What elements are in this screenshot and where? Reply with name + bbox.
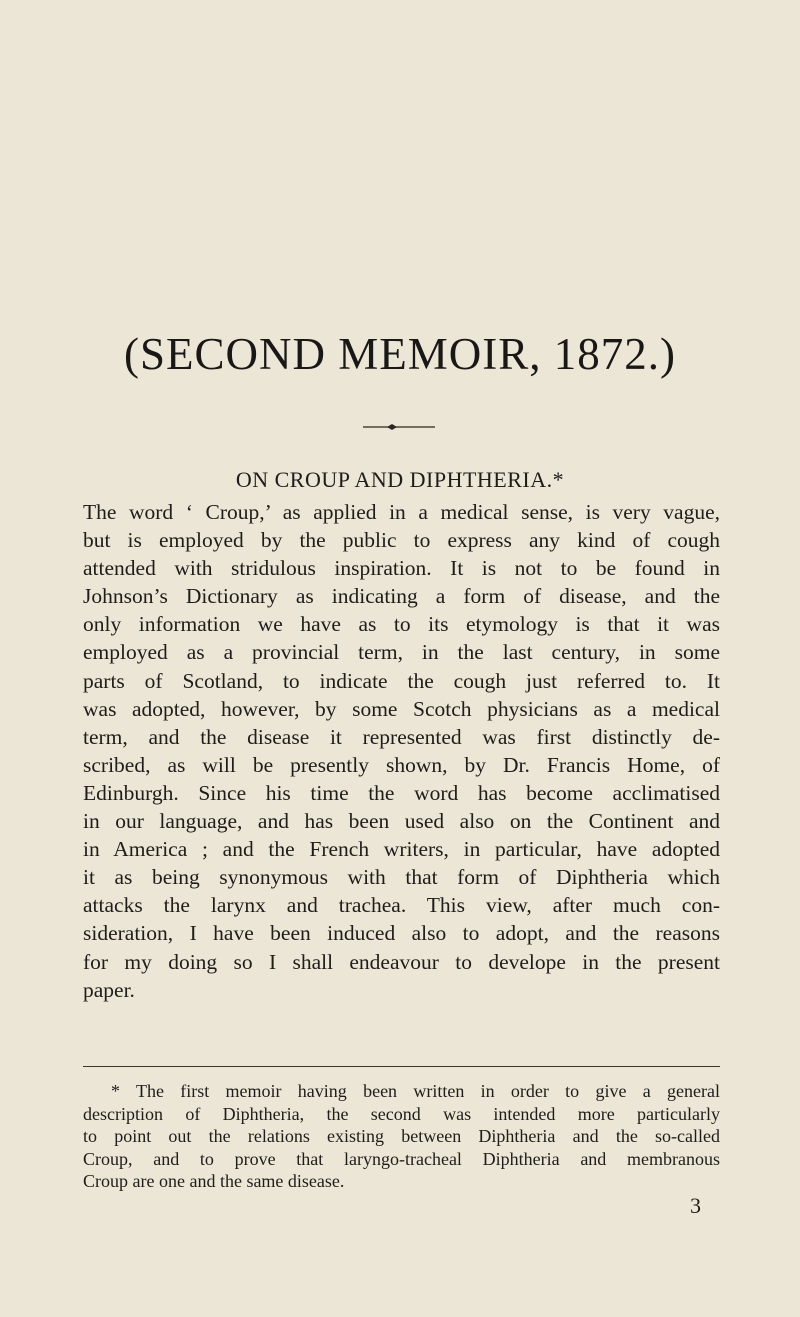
footnote-text-line: Croup are one and the same disease. xyxy=(83,1171,345,1191)
body-text-line: in America ; and the French writers, in particular, have adopted xyxy=(83,837,720,862)
body-text-line: but is employed by the public to express any kind of cough xyxy=(83,528,720,553)
body-text-line: only information we have as to its etymology is that it was xyxy=(83,612,720,637)
body-text-line: sideration, I have been induced also to adopt, and the reasons xyxy=(83,921,720,946)
footnote-divider xyxy=(83,1066,720,1067)
footnote-text-line: to point out the relations existing between Diphtheria and the so-called xyxy=(83,1126,720,1146)
body-paragraph xyxy=(83,498,720,1004)
footnote-text-line: Croup, and to prove that laryngo-tracheal Diphtheria and membranous xyxy=(83,1148,720,1169)
body-text-line: parts of Scotland, to indicate the cough just referred to. It xyxy=(83,668,720,693)
page-title: (SECOND MEMOIR, 1872.) xyxy=(123,329,676,379)
section-heading: ON CROUP AND DIPHTHERIA.* xyxy=(235,467,565,492)
body-text-line: employed as a provincial term, in the last century, in some xyxy=(83,640,720,665)
body-text-line: attacks the larynx and trachea. This view, after much con- xyxy=(83,893,720,918)
body-text-line: in our language, and has been used also on the Continent and xyxy=(83,809,720,834)
divider-ornament-icon xyxy=(363,423,435,431)
body-text-line: term, and the disease it represented was first distinctly de- xyxy=(83,724,720,749)
body-text-line: was adopted, however, by some Scotch physicians as a medical xyxy=(83,696,720,721)
body-text-line: Johnson’s Dictionary as indicating a form of disease, and the xyxy=(83,584,720,609)
body-text-line: paper. xyxy=(83,977,135,1002)
body-text-line: attended with stridulous inspiration. It is not to be found in xyxy=(83,556,720,581)
footnote xyxy=(83,1080,720,1193)
body-text-line: for my doing so I shall endeavour to develope in the present xyxy=(83,949,720,974)
body-text-line: Edinburgh. Since his time the word has become acclimatised xyxy=(83,780,720,805)
footnote-text-line: * The first memoir having been written in order to give a general xyxy=(111,1081,720,1101)
footnote-text-line: description of Diphtheria, the second was intended more particularly xyxy=(83,1103,720,1124)
body-text-line: scribed, as will be presently shown, by Dr. Francis Home, of xyxy=(83,752,720,777)
body-text-line: it as being synonymous with that form of Diphtheria which xyxy=(83,865,720,890)
body-text-line: The word ‘ Croup,’ as applied in a medical sense, is very vague, xyxy=(83,500,720,524)
page-number: 3 xyxy=(690,1193,701,1218)
